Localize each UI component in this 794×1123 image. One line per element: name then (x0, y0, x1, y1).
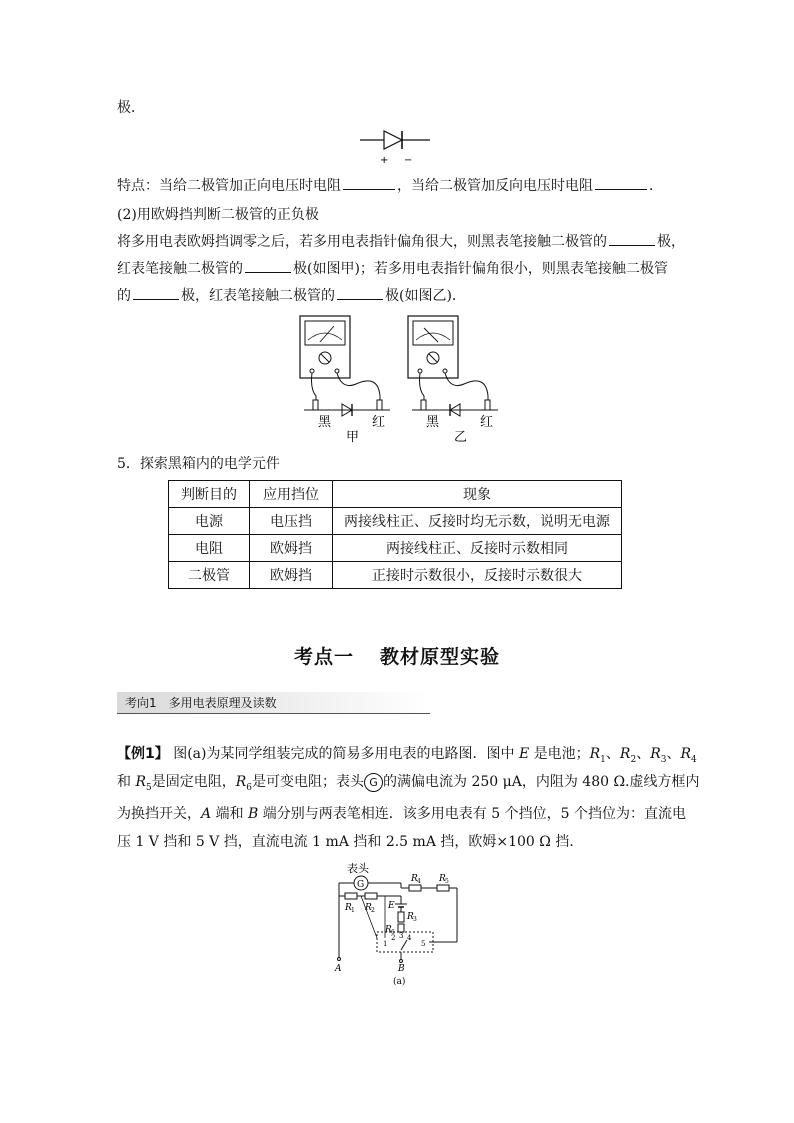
table-cell: 电压挡 (250, 508, 333, 535)
svg-text:4: 4 (417, 878, 421, 885)
black-probe-label: 黑 (318, 415, 332, 430)
table-cell: 正接时示数很小，反接时示数很大 (333, 562, 622, 589)
table-row (169, 535, 622, 562)
svg-text:R: R (365, 903, 372, 913)
example-line-2: 和 $R_5$是固定电阻，$R_6$是可变电阻；表头 G 的满偏电流为 250 μA，内阻为 480 Ω.虚线方框内 (117, 774, 700, 793)
multimeter-figure-left (290, 314, 400, 444)
table-header-cell: 应用挡位 (250, 481, 333, 508)
diode-minus-label: − (404, 155, 413, 166)
black-box-table (168, 480, 622, 589)
svg-text:B: B (398, 964, 405, 974)
figure-caption: 甲 (346, 430, 360, 444)
paragraph-line-3: 的 极，红表笔接触二极管的 极(如图乙)． (117, 288, 466, 304)
svg-text:5: 5 (421, 940, 426, 948)
example-line-3: 为换挡开关，A 端和 B 端分别与两表笔相连．该多用电表有 5 个挡位，5 个挡位为：直流电 (117, 806, 686, 822)
svg-text:3: 3 (413, 916, 417, 923)
resistor-r2 (365, 893, 377, 899)
svg-text:R: R (439, 874, 446, 884)
svg-text:R: R (407, 912, 414, 922)
svg-text:R: R (411, 874, 418, 884)
feature-line: 特点：当给二极管加正向电压时电阻 ，当给二极管加反向电压时电阻 ． (117, 178, 663, 194)
svg-text:6: 6 (391, 929, 395, 936)
diode-symbol (360, 126, 440, 166)
example-line-4: 压 1 V 挡和 5 V 挡，直流电流 1 mA 挡和 2.5 mA 挡，欧姆×100 Ω 挡． (117, 834, 584, 850)
svg-text:4: 4 (407, 934, 412, 942)
table-cell: 二极管 (169, 562, 250, 589)
table-header-cell: 判断目的 (169, 481, 250, 508)
multimeter-figure-right (398, 314, 508, 444)
resistor-r4 (409, 885, 421, 891)
example-line-1: 【例1】 图(a)为某同学组装完成的简易多用电表的电路图．图中 E 是电池；$R_1$、$R_2$、$R_3$、$R_4$ (117, 746, 697, 765)
red-probe-label: 红 (480, 415, 494, 430)
circuit-diagram (325, 860, 475, 990)
svg-text:2: 2 (391, 934, 396, 942)
example-tag: 【例1】 (117, 746, 169, 762)
diode-plus-label: + (380, 155, 389, 166)
section5-heading: 5．探索黑箱内的电学元件 (117, 456, 280, 472)
resistor-r1 (345, 893, 357, 899)
diode-triangle (384, 131, 402, 149)
svg-text:1: 1 (351, 907, 355, 914)
table-cell: 欧姆挡 (250, 535, 333, 562)
svg-text:A: A (335, 964, 342, 974)
table-cell: 电阻 (169, 535, 250, 562)
svg-text:R: R (385, 925, 392, 935)
paragraph-line-1: 将多用电表欧姆挡调零之后，若多用电表指针偏角很大，则黑表笔接触二极管的 极， (117, 234, 685, 250)
circuit-caption: (a) (393, 977, 406, 987)
sub-heading-ohm: (2)用欧姆挡判断二极管的正负极 (117, 207, 319, 223)
page-top-fragment: 极． (117, 100, 145, 116)
table-header-row (169, 481, 622, 508)
table-row (169, 508, 622, 535)
table-header-cell: 现象 (333, 481, 622, 508)
resistor-r3 (398, 912, 404, 922)
kaoxiang-tag: 考向1 多用电表原理及读数 (117, 692, 430, 714)
meter-head-label: 表头 (347, 862, 369, 875)
table-cell: 两接线柱正、反接时均无示数，说明无电源 (333, 508, 622, 535)
table-cell: 欧姆挡 (250, 562, 333, 589)
svg-text:1: 1 (383, 940, 388, 948)
figure-caption: 乙 (454, 430, 468, 444)
svg-text:3: 3 (399, 932, 404, 940)
black-probe-label: 黑 (426, 415, 440, 430)
svg-text:R: R (345, 903, 352, 913)
svg-text:5: 5 (445, 878, 449, 885)
table-cell: 电源 (169, 508, 250, 535)
paragraph-line-2: 红表笔接触二极管的 极(如图甲)；若多用电表指针偏角很小，则黑表笔接触二极管 (117, 261, 668, 277)
red-probe-label: 红 (372, 415, 386, 430)
svg-text:E: E (388, 901, 395, 911)
table-row (169, 562, 622, 589)
table-cell: 两接线柱正、反接时示数相同 (333, 535, 622, 562)
kaodian-title: 考点一 教材原型实验 (293, 646, 501, 668)
svg-text:2: 2 (371, 907, 375, 914)
resistor-r6 (398, 924, 404, 932)
resistor-r5 (437, 885, 449, 891)
galvanometer-icon: G (364, 773, 383, 792)
svg-text:G: G (357, 880, 365, 890)
